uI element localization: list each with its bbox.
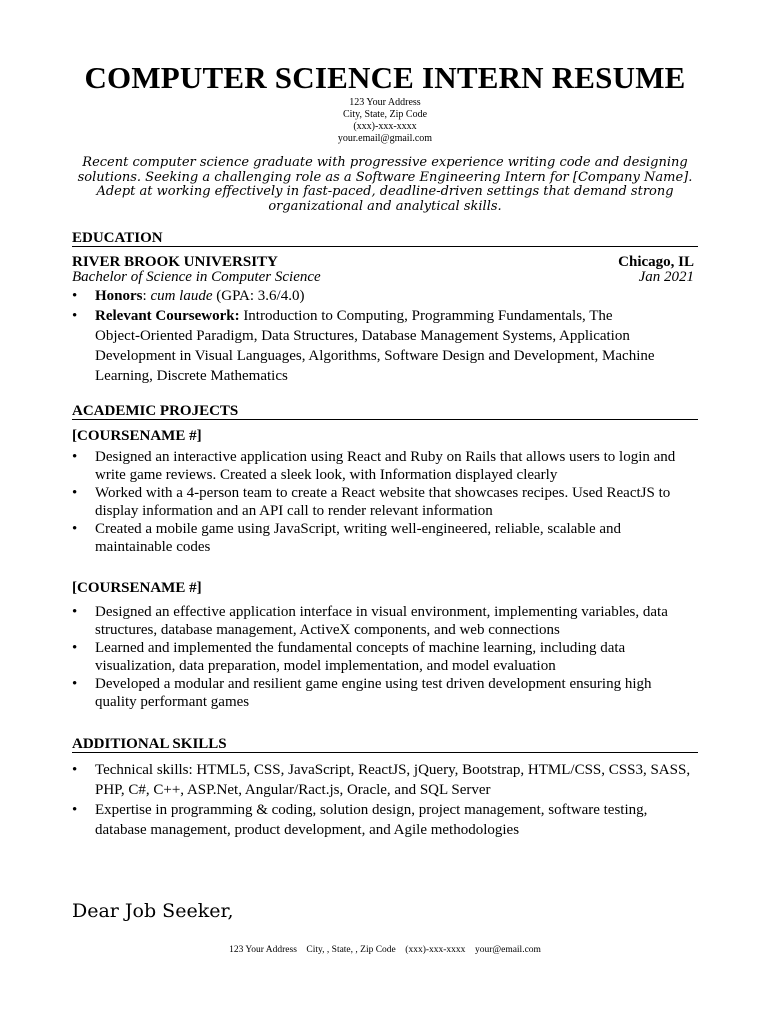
honors-gpa: (GPA: 3.6/4.0) — [216, 288, 305, 304]
honors-label: Honors — [95, 288, 143, 304]
course-name: [COURSENAME #] — [72, 428, 202, 444]
coursework-item — [72, 306, 655, 386]
list-item: • Designed an interactive application using React and Ruby on Rails that allows users to login and write game reviews. Created a sleek look, with Information displayed clearly — [72, 448, 682, 484]
education-heading: EDUCATION — [72, 230, 698, 247]
school-name: RIVER BROOK UNIVERSITY — [72, 254, 278, 270]
graduation-date: Jan 2021 — [638, 269, 694, 285]
coursework-value: Introduction to Computing, Programming Fundamentals, The Object-Oriented Paradigm, Data Structures, Database Management Systems, Application Development in Visual Languages, Algorithms, Software Design and Development, Machine Learning, Discrete Mathematics — [95, 308, 655, 384]
education-bullets — [72, 286, 698, 386]
skills-heading: ADDITIONAL SKILLS — [72, 736, 698, 753]
footer-contact — [72, 945, 698, 955]
contact-email: your.email@gmail.com — [337, 133, 433, 144]
project-bullets — [72, 603, 682, 711]
contact-address: 123 Your Address — [349, 97, 421, 108]
honors-value: cum laude — [150, 288, 213, 304]
degree: Bachelor of Science in Computer Science — [72, 269, 321, 285]
resume-title: COMPUTER SCIENCE INTERN RESUME — [84, 60, 686, 95]
school-location: Chicago, IL — [618, 254, 694, 270]
summary-paragraph: Recent computer science graduate with progressive experience writing code and designing solutions. Seeking a challenging role as a Software Engineering Intern for [Company Name]. Adept at working effectively in fast-paced, deadline-driven settings that demand strong organizational and analytical skills. — [77, 155, 693, 214]
list-item: • Developed a modular and resilient game engine using test driven development ensuring high quality performant games — [72, 675, 682, 711]
footer-email: your@email.com — [474, 945, 541, 955]
honors-item: • Honors: cum laude (GPA: 3.6/4.0) — [72, 286, 698, 306]
course-name: [COURSENAME #] — [72, 580, 202, 596]
coursework-label: Relevant Coursework: — [95, 308, 240, 324]
letter-greeting: Dear Job Seeker, — [72, 900, 234, 922]
footer-phone: (xxx)-xxx-xxxx — [405, 945, 466, 955]
skills-bullets — [72, 760, 700, 840]
list-item: • Expertise in programming & coding, solution design, project management, software testing, database management, product development, and Agile methodologies — [72, 800, 655, 840]
footer-city: City, , State, , Zip Code — [306, 945, 396, 955]
list-item: • Worked with a 4-person team to create a React website that showcases recipes. Used ReactJS to display information and an API call to render relevant information — [72, 484, 682, 520]
list-item: • Technical skills: HTML5, CSS, JavaScript, ReactJS, jQuery, Bootstrap, HTML/CSS, CSS3, SASS, PHP, C#, C++, ASP.Net, Angular/Ract.js, Oracle, and SQL Server — [72, 760, 700, 800]
contact-city: City, State, Zip Code — [342, 109, 428, 120]
contact-phone: (xxx)-xxx-xxxx — [353, 121, 417, 132]
education-degree-row — [72, 269, 698, 286]
list-item: • Learned and implemented the fundamental concepts of machine learning, including data visualization, data preparation, model implementation, and model evaluation — [72, 639, 682, 675]
footer-address: 123 Your Address — [229, 945, 297, 955]
projects-heading: ACADEMIC PROJECTS — [72, 403, 698, 420]
list-item: • Designed an effective application interface in visual environment, implementing variables, data structures, database management, ActiveX components, and web connections — [72, 603, 682, 639]
project-bullets — [72, 448, 682, 556]
list-item: • Created a mobile game using JavaScript, writing well-engineered, reliable, scalable and maintainable codes — [72, 520, 682, 556]
